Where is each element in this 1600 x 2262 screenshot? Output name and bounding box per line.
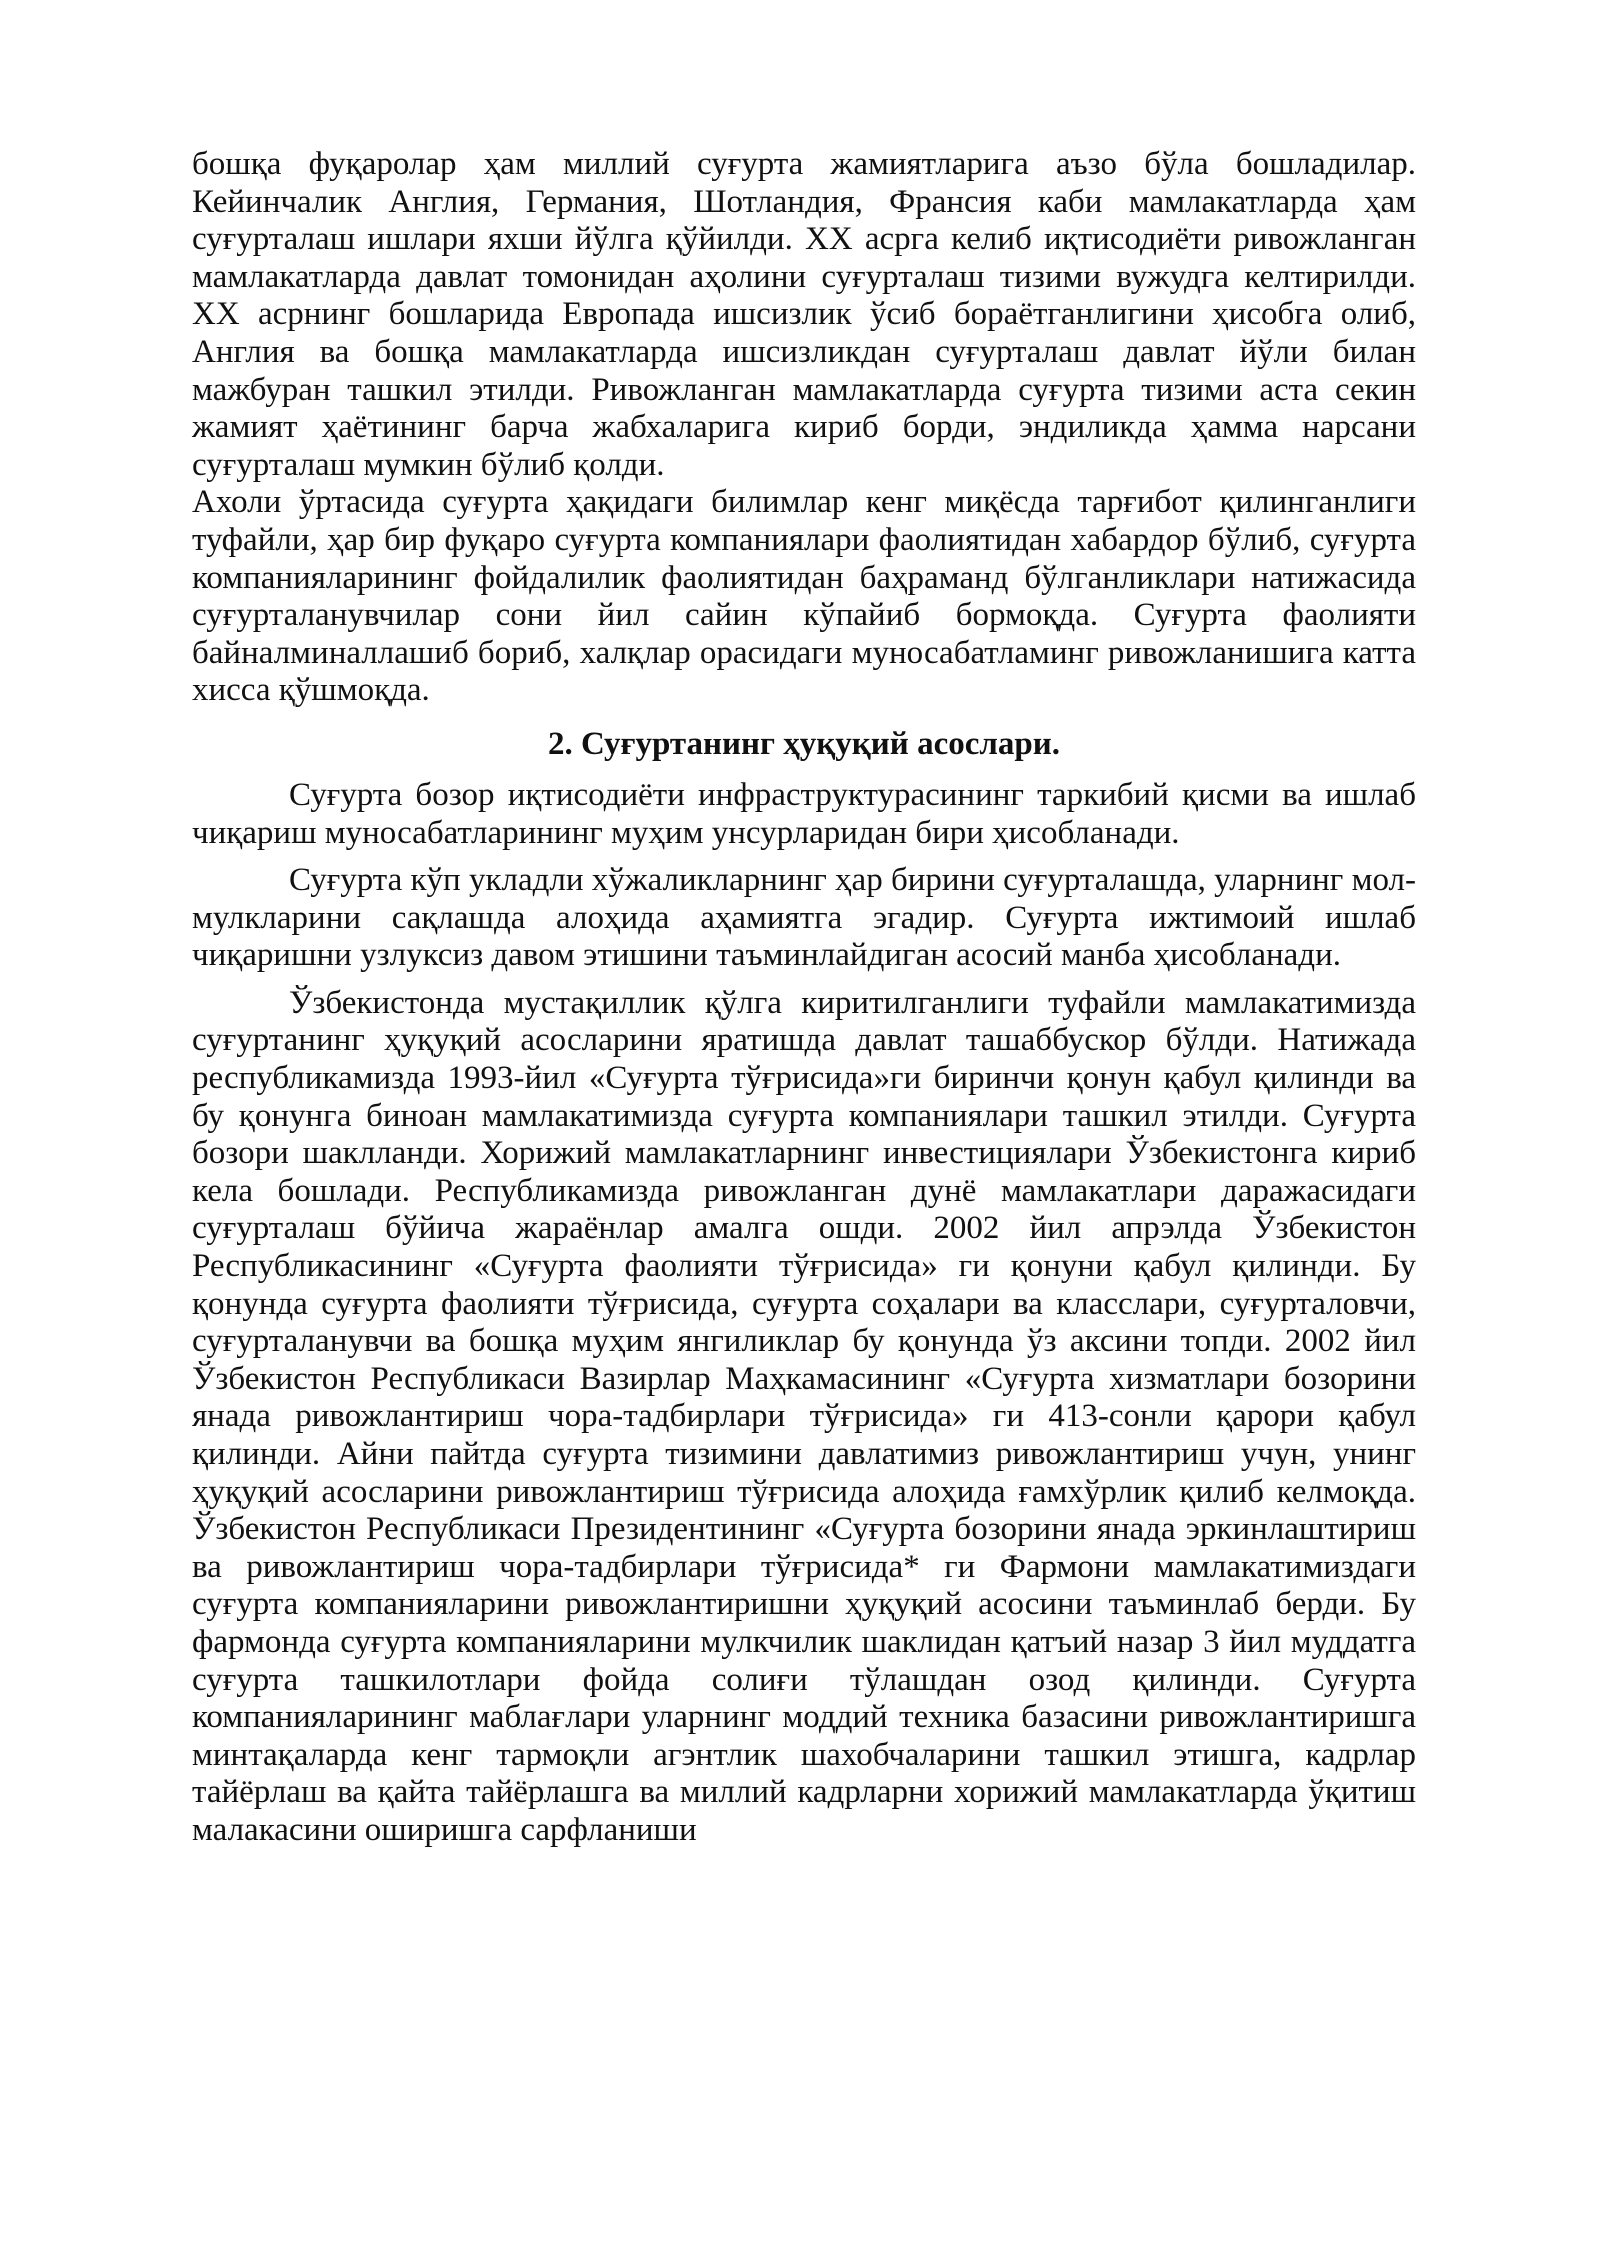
paragraph-history-europe: бошқа фуқаролар ҳам миллий суғурта жамиятларига аъзо бўла бошладилар. Кейинчалик Англия, Германия, Шотландия, Франсия каби мамлакатларда ҳам суғурталаш ишлари яхши йўлга қўйилди. XX асрга келиб иқтисодиёти ривожланган мамлакатларда давлат томонидан аҳолини суғурталаш тизими вужудга келтирилди. XX асрнинг бошларида Европада ишсизлик ўсиб бораётганлигини ҳисобга олиб, Англия ва бошқа мамлакатларда ишсизликдан суғурталаш давлат йўли билан мажбуран ташкил этилди. Ривожланган мамлакатларда суғурта тизими аста секин жамият ҳаётининг барча жабхаларига кириб борди, эндиликда ҳамма нарсани суғурталаш мумкин бўлиб қолди. — [192, 146, 1416, 483]
document-page — [192, 146, 1416, 1850]
paragraph-insurance-importance: Суғурта кўп укладли хўжаликларнинг ҳар бирини суғурталашда, уларнинг мол-мулкларини сақлашда алоҳида аҳамиятга эгадир. Суғурта ижтимоий ишлаб чиқаришни узлуксиз давом этишини таъминлайдиган асосий манба ҳисобланади. — [192, 862, 1416, 974]
paragraph-public-awareness: Ахоли ўртасида суғурта ҳақидаги билимлар кенг миқёсда тарғибот қилинганлиги туфайли, ҳар бир фуқаро суғурта компаниялари фаолиятидан хабардор бўлиб, суғурта компанияларининг фойдалилик фаолиятидан баҳраманд бўлганликлари натижасида суғурталанувчилар сони йил сайин кўпайиб бормоқда. Суғурта фаолияти байналминаллашиб бориб, халқлар орасидаги муносабатламинг ривожланишига катта хисса қўшмоқда. — [192, 484, 1416, 709]
paragraph-insurance-infrastructure: Суғурта бозор иқтисодиёти инфраструктурасининг таркибий қисми ва ишлаб чиқариш муносабатларининг муҳим унсурларидан бири ҳисобланади. — [192, 776, 1416, 851]
paragraph-uzbekistan-legal-basis: Ўзбекистонда мустақиллик қўлга киритилганлиги туфайли мамлакатимизда суғуртанинг ҳуқуқий асосларини яратишда давлат ташаббускор бўлди. Натижада республикамизда 1993-йил «Суғурта тўғрисида»ги биринчи қонун қабул қилинди ва бу қонунга биноан мамлакатимизда суғурта компаниялари ташкил этилди. Суғурта бозори шаклланди. Хорижий мамлакатларнинг инвестициялари Ўзбекистонга кириб кела бошлади. Республикамизда ривожланган дунё мамлакатлари даражасидаги суғурталаш бўйича жараёнлар амалга ошди. 2002 йил апрэлда Ўзбекистон Республикасининг «Суғурта фаолияти тўғрисида» ги қонуни қабул қилинди. Бу қонунда суғурта фаолияти тўғрисида, суғурта соҳалари ва класслари, суғурталовчи, суғурталанувчи ва бошқа муҳим янгиликлар бу қонунда ўз аксини топди. 2002 йил Ўзбекистон Республикаси Вазирлар Маҳкамасининг «Суғурта хизматлари бозорини янада ривожлантириш чора-тадбирлари тўғрисида» ги 413-сонли қарори қабул қилинди. Айни пайтда суғурта тизимини давлатимиз ривожлантириш учун, унинг ҳуқуқий асосларини ривожлантириш тўғрисида алоҳида ғамхўрлик қилиб келмоқда. Ўзбекистон Республикаси Президентининг «Суғурта бозорини янада эркинлаштириш ва ривожлантириш чора-тадбирлари тўғрисида* ги Фармони мамлакатимиздаги суғурта компанияларини ривожлантиришни ҳуқуқий асосини таъминлаб берди. Бу фармонда суғурта компанияларини мулкчилик шаклидан қатъий назар 3 йил муддатга суғурта ташкилотлари фойда солиғи тўлашдан озод қилинди. Суғурта компанияларининг маблағлари уларнинг моддий техника базасини ривожлантиришга минтақаларда кенг тармоқли агэнтлик шахобчаларини ташкил этишга, кадрлар тайёрлаш ва қайта тайёрлашга ва миллий кадрларни хорижий мамлакатларда ўқитиш малакасини оширишга сарфланиши — [192, 984, 1416, 1848]
section-heading: 2. Суғуртанинг ҳуқуқий асослари. — [547, 725, 1061, 762]
